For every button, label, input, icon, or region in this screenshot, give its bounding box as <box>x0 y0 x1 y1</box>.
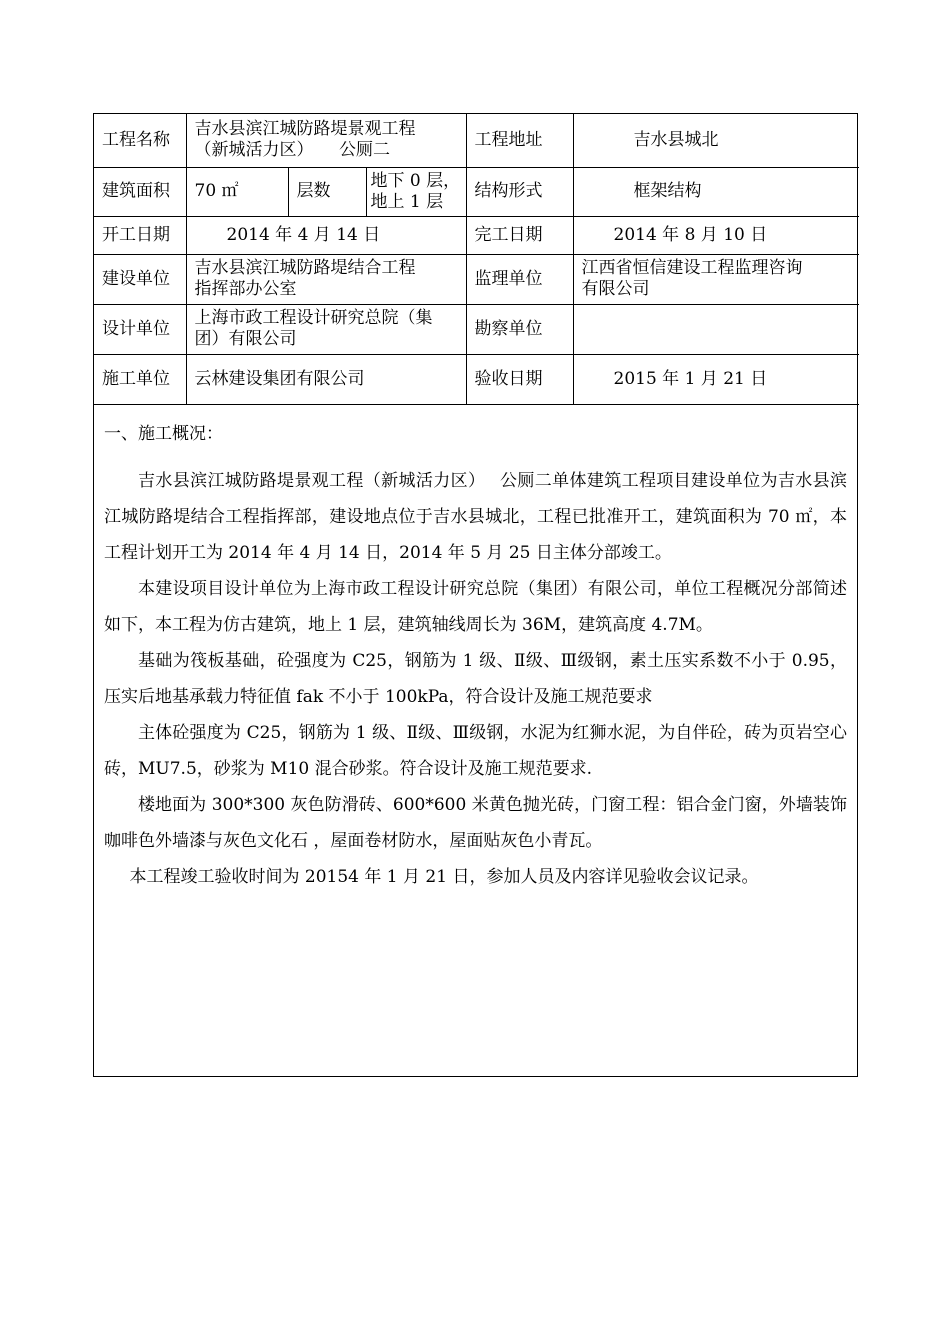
supervision-unit-value: 江西省恒信建设工程监理咨询 有限公司 <box>573 254 859 304</box>
construction-unit-label: 建设单位 <box>94 254 186 304</box>
summary-paragraph: 楼地面为 300*300 灰色防滑砖、600*600 米黄色抛光砖，门窗工程：铝合金门窗，外墙装饰咖啡色外墙漆与灰色文化石 ，屋面卷材防水，屋面贴灰色小青瓦。 <box>104 794 847 851</box>
project-address-label: 工程地址 <box>466 114 573 167</box>
project-name-value: 吉水县滨江城防路堤景观工程 （新城活力区） 公厕二 <box>186 114 466 167</box>
completion-date-label: 完工日期 <box>466 216 573 254</box>
acceptance-date-label: 验收日期 <box>466 354 573 404</box>
summary-paragraph: 本建设项目设计单位为上海市政工程设计研究总院（集团）有限公司，单位工程概况分部简述如下，本工程为仿古建筑，地上 1 层，建筑轴线周长为 36M，建筑高度 4.7M。 <box>104 578 847 635</box>
design-unit-value: 上海市政工程设计研究总院（集 团）有限公司 <box>186 304 466 354</box>
project-name-label: 工程名称 <box>94 114 186 167</box>
summary-paragraph: 基础为筏板基础，砼强度为 C25，钢筋为 1 级、Ⅱ级、Ⅲ级钢，素土压实系数不小于 0.95，压实后地基承载力特征值 fak 不小于 100kPa，符合设计及施工规范要求 <box>104 650 847 707</box>
table-row <box>94 216 859 254</box>
construction-summary <box>94 405 857 895</box>
project-info-table <box>94 114 859 405</box>
completion-date-value: 2014 年 8 月 10 日 <box>573 216 859 254</box>
project-address-value: 吉水县城北 <box>573 114 859 167</box>
acceptance-form <box>93 113 858 1077</box>
supervision-unit-label: 监理单位 <box>466 254 573 304</box>
table-row <box>94 304 859 354</box>
summary-paragraph: 本工程竣工验收时间为 20154 年 1 月 21 日，参加人员及内容详见验收会议记录。 <box>129 866 759 887</box>
building-area-label: 建筑面积 <box>94 167 186 216</box>
table-row <box>94 354 859 404</box>
table-row <box>94 167 859 216</box>
summary-paragraph: 主体砼强度为 C25，钢筋为 1 级、Ⅱ级、Ⅲ级钢，水泥为红狮水泥，为自伴砼，砖为页岩空心砖，MU7.5，砂浆为 M10 混合砂浆。符合设计及施工规范要求. <box>104 722 847 779</box>
survey-unit-value <box>573 304 859 354</box>
structure-value: 框架结构 <box>573 167 859 216</box>
summary-paragraph: 吉水县滨江城防路堤景观工程（新城活力区） 公厕二单体建筑工程项目建设单位为吉水县滨江城防路堤结合工程指挥部，建设地点位于吉水县城北，工程已批准开工，建筑面积为 70 ㎡，本工程计划开工为 2014 年 4 月 14 日，2014 年 5 月 25 日主体分部竣工。 <box>104 470 847 563</box>
builder-unit-value: 云林建设集团有限公司 <box>186 354 466 404</box>
structure-label: 结构形式 <box>466 167 573 216</box>
design-unit-label: 设计单位 <box>94 304 186 354</box>
table-row <box>94 114 859 167</box>
floors-label: 层数 <box>288 167 366 216</box>
summary-heading: 一、施工概况： <box>104 423 223 444</box>
survey-unit-label: 勘察单位 <box>466 304 573 354</box>
floors-value: 地下 0 层， 地上 1 层 <box>366 167 466 216</box>
start-date-label: 开工日期 <box>94 216 186 254</box>
acceptance-date-value: 2015 年 1 月 21 日 <box>573 354 859 404</box>
table-row <box>94 254 859 304</box>
start-date-value: 2014 年 4 月 14 日 <box>186 216 466 254</box>
construction-unit-value: 吉水县滨江城防路堤结合工程 指挥部办公室 <box>186 254 466 304</box>
building-area-value: 70 ㎡ <box>186 167 288 216</box>
builder-unit-label: 施工单位 <box>94 354 186 404</box>
